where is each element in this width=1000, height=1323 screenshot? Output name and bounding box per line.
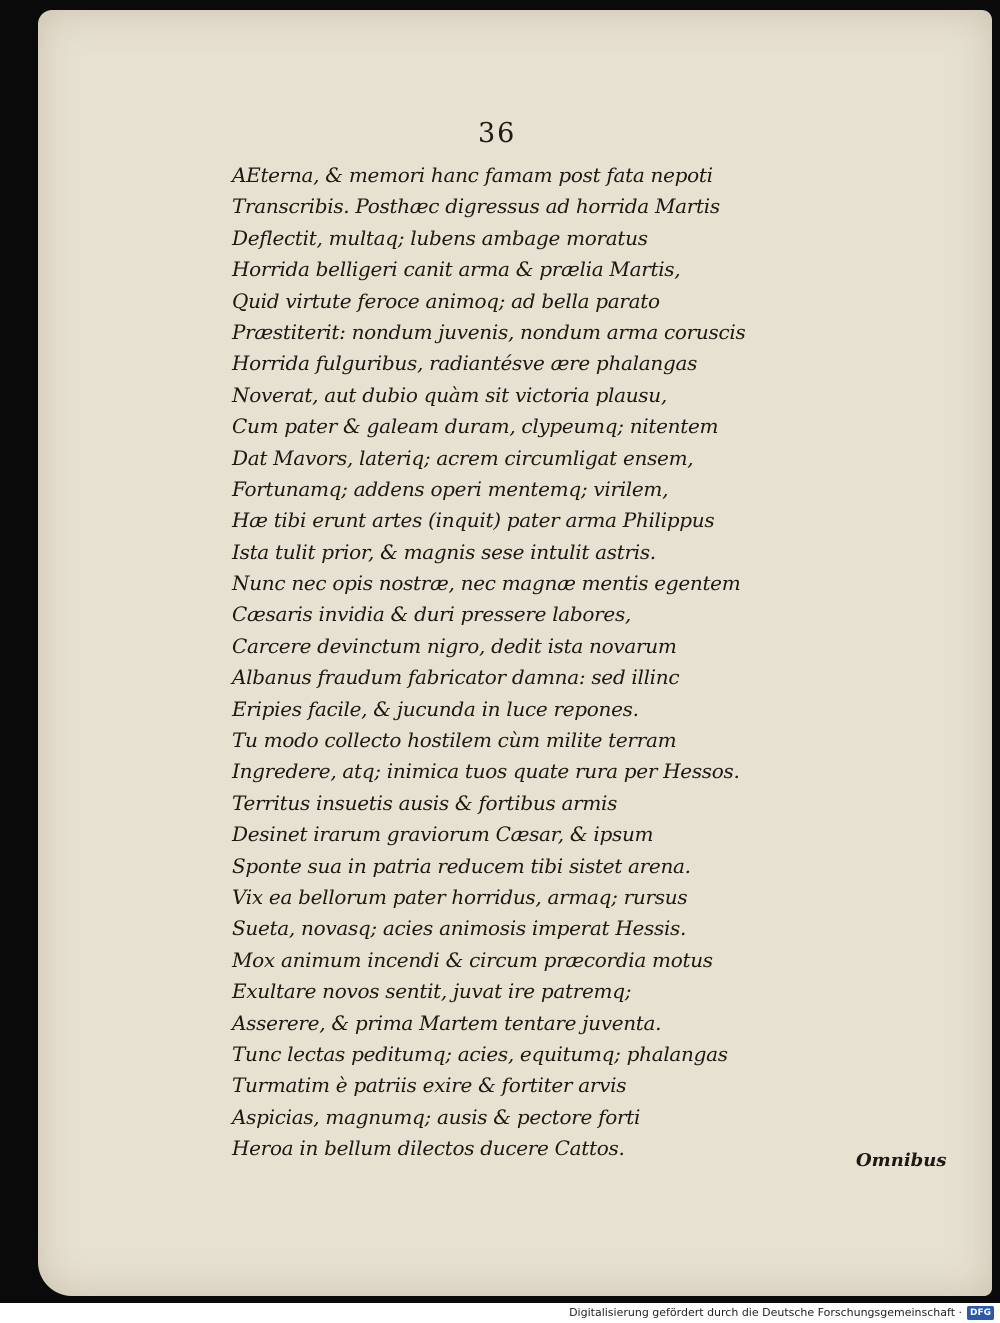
verse-line: Deflectit, multaq; lubens ambage moratus: [232, 225, 648, 250]
catchword: Omnibus: [856, 1150, 947, 1171]
verse-line: Noverat, aut dubio quàm sit victoria plausu,: [232, 382, 667, 407]
verse-line: Heroa in bellum dilectos ducere Cattos.: [232, 1136, 625, 1161]
verse-line: Territus insuetis ausis & fortibus armis: [232, 790, 618, 815]
page-number: 36: [478, 118, 517, 149]
verse-line: Transcribis. Posthæc digressus ad horrida Martis: [232, 194, 720, 219]
verse-line: Desinet irarum graviorum Cæsar, & ipsum: [232, 822, 654, 847]
funding-credit: Digitalisierung gefördert durch die Deutsche Forschungsgemeinschaft ·: [569, 1306, 962, 1319]
verse-text: [232, 160, 792, 1165]
verse-line: Ingredere, atq; inimica tuos quate rura per Hessos.: [232, 759, 740, 784]
verse-line: Nunc nec opis nostræ, nec magnæ mentis egentem: [232, 571, 741, 596]
verse-line: Sponte sua in patria reducem tibi sistet arena.: [232, 853, 691, 878]
verse-line: Asserere, & prima Martem tentare juventa.: [232, 1010, 662, 1035]
verse-line: Mox animum incendi & circum præcordia motus: [232, 947, 713, 972]
verse-line: Tunc lectas peditumq; acies, equitumq; phalangas: [232, 1041, 728, 1066]
verse-line: Quid virtute feroce animoq; ad bella parato: [232, 288, 660, 313]
verse-line: AEterna, & memori hanc famam post fata nepoti: [232, 163, 713, 187]
verse-line: Cæsaris invidia & duri pressere labores,: [232, 602, 631, 627]
dfg-logo-icon: DFG: [967, 1306, 994, 1320]
verse-line: Horrida belligeri canit arma & prælia Martis,: [232, 257, 681, 282]
verse-line: Horrida fulguribus, radiantésve ære phalangas: [232, 351, 698, 376]
verse-line: Eripies facile, & jucunda in luce repones.: [232, 696, 639, 721]
verse-line: Hæ tibi erunt artes (inquit) pater arma Philippus: [232, 508, 715, 533]
verse-line: Ista tulit prior, & magnis sese intulit astris.: [232, 539, 656, 564]
verse-line: Tu modo collecto hostilem cùm milite terram: [232, 728, 677, 753]
verse-line: Exultare novos sentit, juvat ire patremq;: [232, 979, 632, 1004]
verse-line: Cum pater & galeam duram, clypeumq; nitentem: [232, 414, 719, 439]
verse-line: Præstiterit: nondum juvenis, nondum arma coruscis: [232, 319, 746, 344]
verse-line: Aspicias, magnumq; ausis & pectore forti: [232, 1104, 641, 1129]
verse-line: Fortunamq; addens operi mentemq; virilem,: [232, 476, 669, 501]
verse-line: Sueta, novasq; acies animosis imperat Hessis.: [232, 916, 687, 941]
verse-line: Albanus fraudum fabricator damna: sed illinc: [232, 665, 680, 690]
verse-line: Dat Mavors, lateriq; acrem circumligat ensem,: [232, 445, 694, 470]
verse-line: Vix ea bellorum pater horridus, armaq; rursus: [232, 884, 688, 909]
footer-bar: [0, 1303, 1000, 1323]
verse-line: Turmatim è patriis exire & fortiter arvis: [232, 1073, 627, 1098]
verse-line: Carcere devinctum nigro, dedit ista novarum: [232, 633, 677, 658]
